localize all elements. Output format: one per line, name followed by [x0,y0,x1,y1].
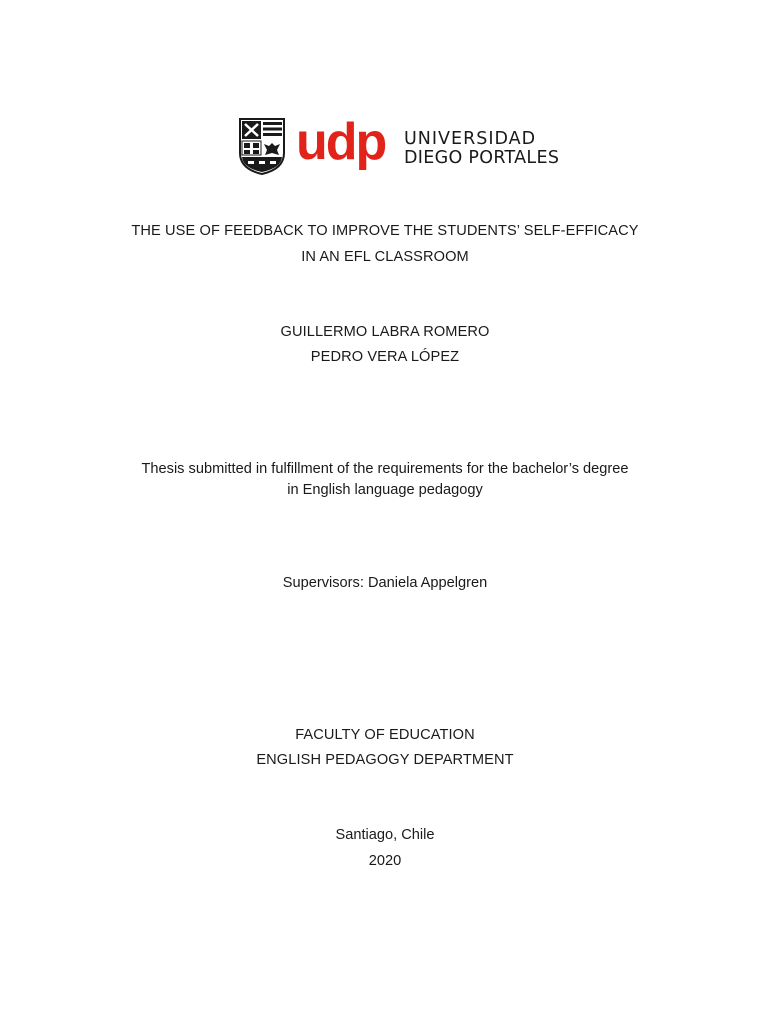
author-1: GUILLERMO LABRA ROMERO [280,324,490,340]
university-logo [238,117,568,177]
location: Santiago, Chile [335,827,435,843]
department: ENGLISH PEDAGOGY DEPARTMENT [256,752,514,768]
year: 2020 [368,853,402,869]
logo-acronym: udp [296,117,386,171]
submission-line1: Thesis submitted in fulfillment of the requirements for the bachelor’s degree [141,461,629,477]
thesis-title-line2: IN AN EFL CLASSROOM [301,249,469,265]
faculty: FACULTY OF EDUCATION [295,727,475,743]
author-2: PEDRO VERA LÓPEZ [310,349,460,365]
logo-name-line1: UNIVERSIDAD [404,129,537,149]
submission-line2: in English language pedagogy [287,482,483,498]
supervisors: Supervisors: Daniela Appelgren [282,575,488,591]
logo-name-line2: DIEGO PORTALES [404,148,560,168]
crest-shield-icon [240,119,284,174]
thesis-title-line1: THE USE OF FEEDBACK TO IMPROVE THE STUDENTS’ SELF-EFFICACY [131,223,639,239]
